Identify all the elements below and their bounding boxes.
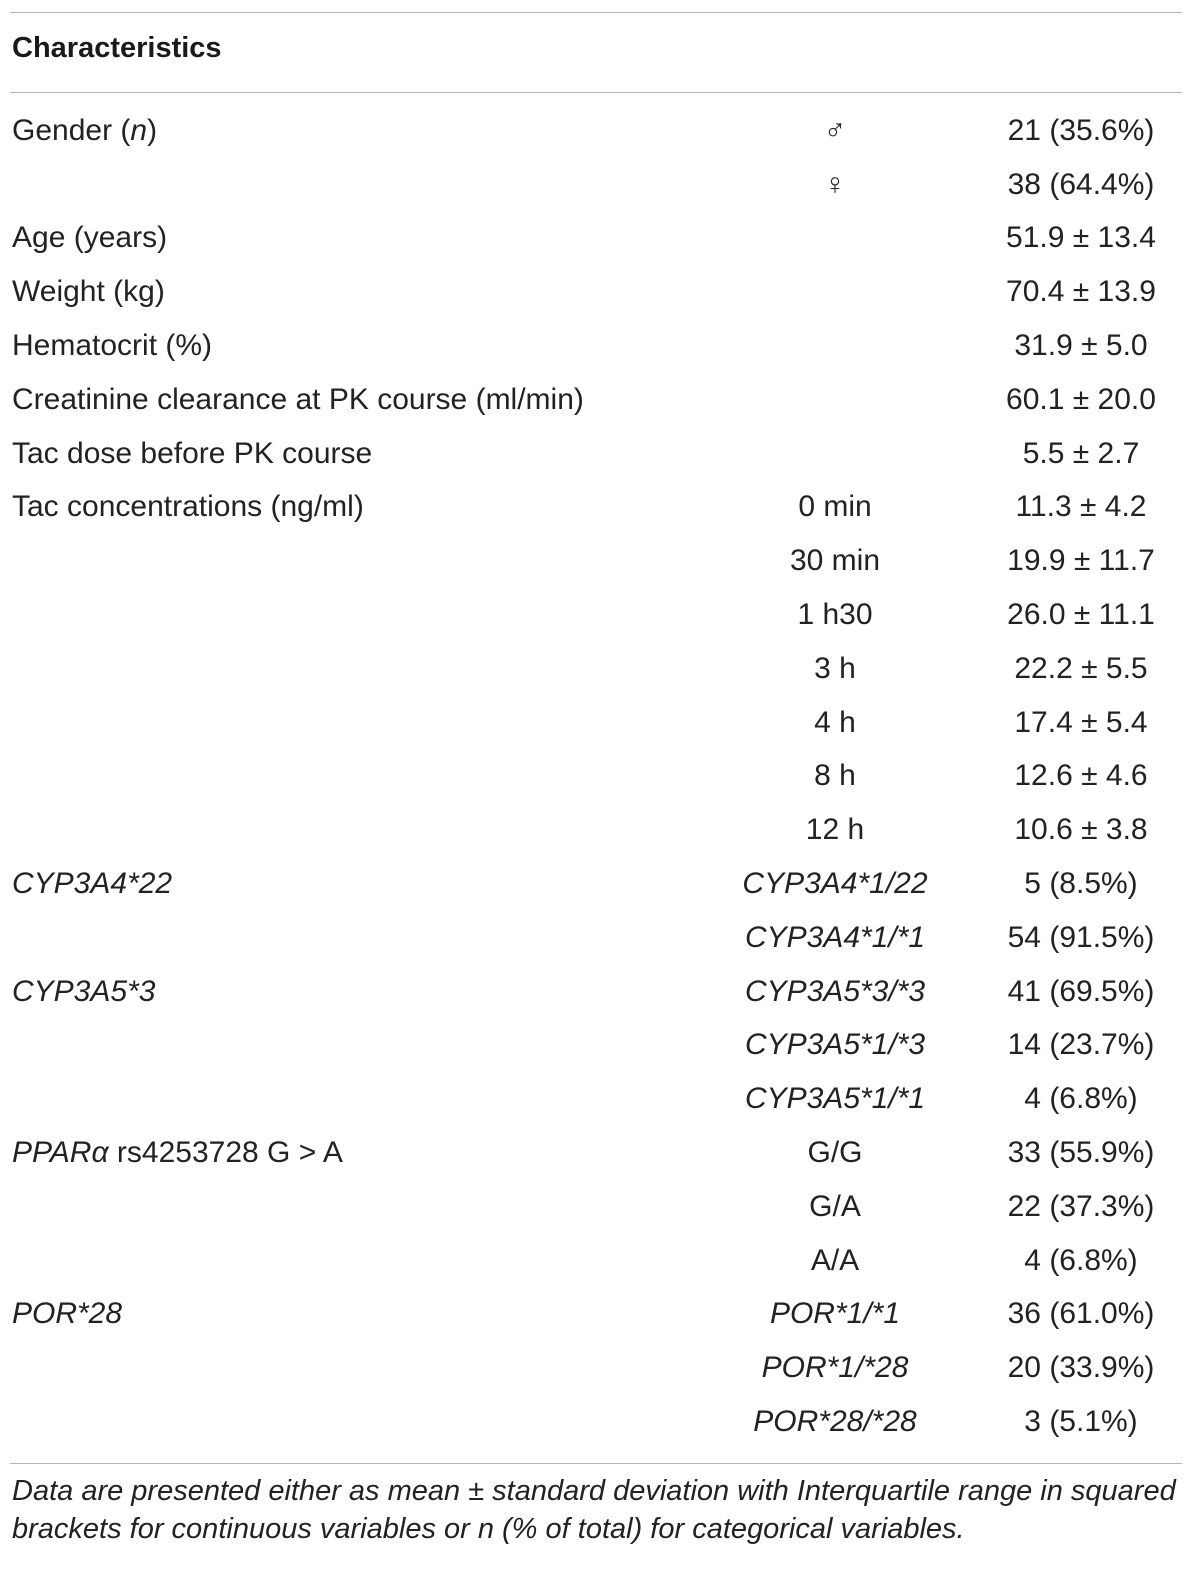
table-row (0, 104, 1200, 158)
row-label: Tac concentrations (ng/ml) (12, 490, 364, 524)
row-subcategory (702, 373, 968, 427)
row-label: Hematocrit (%) (12, 329, 213, 363)
row-label (0, 1234, 702, 1288)
row-value: 41 (69.5%) (1007, 974, 1155, 1008)
table-row (0, 427, 1200, 481)
top-rule (10, 12, 1182, 13)
table-header: Characteristics (12, 32, 222, 64)
row-subcategory: CYP3A5*3/*3 (744, 974, 926, 1008)
table-row (0, 1072, 1200, 1126)
row-label: Weight (kg) (12, 275, 165, 309)
row-value: 38 (64.4%) (1007, 167, 1155, 201)
row-label: Age (years) (12, 221, 168, 255)
row-subcategory (702, 319, 968, 373)
table-row (0, 265, 1200, 319)
table-row (0, 642, 1200, 696)
row-value: 3 (5.1%) (1024, 1405, 1138, 1439)
row-value: 33 (55.9%) (1007, 1136, 1155, 1170)
row-label (0, 1072, 702, 1126)
row-value: 20 (33.9%) (1007, 1351, 1155, 1385)
row-value: 10.6 ± 3.8 (1014, 813, 1148, 847)
row-label (0, 1395, 702, 1449)
row-value: 36 (61.0%) (1007, 1297, 1155, 1331)
table-row (0, 1341, 1200, 1395)
table-row (0, 1395, 1200, 1449)
row-value: 19.9 ± 11.7 (1007, 544, 1155, 578)
row-subcategory: G/A (809, 1189, 861, 1223)
row-value: 54 (91.5%) (1007, 920, 1155, 954)
row-subcategory (702, 265, 968, 319)
row-value: 70.4 ± 13.9 (1006, 275, 1156, 309)
row-label (0, 911, 702, 965)
table-row (0, 857, 1200, 911)
row-subcategory: 30 min (789, 544, 881, 578)
row-label (0, 803, 702, 857)
row-subcategory: A/A (810, 1243, 860, 1277)
row-value: 31.9 ± 5.0 (1014, 329, 1148, 363)
table-row (0, 1234, 1200, 1288)
table-row (0, 1019, 1200, 1073)
row-subcategory: CYP3A5*1/*1 (744, 1082, 926, 1116)
table-row (0, 803, 1200, 857)
row-subcategory: 4 h (814, 705, 856, 739)
row-subcategory: ♀ (823, 167, 847, 201)
table-row (0, 534, 1200, 588)
table-row (0, 696, 1200, 750)
table-footnote: Data are presented either as mean ± standard deviation with Interquartile range in squared brackets for continuous variables or n (% of total) for categorical variables. (12, 1475, 1176, 1545)
header-rule (10, 92, 1182, 93)
row-label: CYP3A5*3 (12, 974, 156, 1008)
table-row (0, 911, 1200, 965)
table-row (0, 1180, 1200, 1234)
row-label: Gender (n) (12, 113, 158, 147)
row-subcategory: 12 h (805, 813, 865, 847)
table-row (0, 481, 1200, 535)
row-label (0, 158, 702, 212)
table-row (0, 1126, 1200, 1180)
bottom-rule (10, 1463, 1182, 1464)
row-value: 5.5 ± 2.7 (1022, 436, 1140, 470)
row-subcategory: G/G (807, 1136, 863, 1170)
row-label: CYP3A4*22 (12, 867, 173, 901)
row-value: 51.9 ± 13.4 (1006, 221, 1156, 255)
row-label (0, 534, 702, 588)
row-subcategory: ♂ (823, 113, 847, 147)
row-subcategory (702, 427, 968, 481)
row-label (0, 642, 702, 696)
row-value: 4 (6.8%) (1024, 1082, 1138, 1116)
row-subcategory: POR*1/*28 (761, 1351, 909, 1385)
table-row (0, 373, 1200, 427)
row-value: 4 (6.8%) (1024, 1243, 1138, 1277)
row-value: 11.3 ± 4.2 (1015, 490, 1147, 524)
row-subcategory: 1 h30 (797, 598, 873, 632)
row-subcategory (702, 212, 968, 266)
row-label: POR*28 (12, 1297, 123, 1331)
row-label (0, 1019, 702, 1073)
row-value: 22.2 ± 5.5 (1014, 651, 1148, 685)
row-subcategory: 3 h (814, 651, 856, 685)
row-subcategory: POR*1/*1 (769, 1297, 901, 1331)
row-value: 22 (37.3%) (1007, 1189, 1155, 1223)
row-subcategory: CYP3A4*1/*1 (744, 920, 926, 954)
table-row (0, 965, 1200, 1019)
row-label: PPARα rs4253728 G > A (12, 1136, 343, 1170)
row-value: 60.1 ± 20.0 (1006, 382, 1156, 416)
row-label: Tac dose before PK course (12, 436, 373, 470)
row-label (0, 696, 702, 750)
row-label (0, 1180, 702, 1234)
row-value: 17.4 ± 5.4 (1014, 705, 1148, 739)
table-row (0, 1288, 1200, 1342)
table-row (0, 588, 1200, 642)
table-row (0, 158, 1200, 212)
row-label: Creatinine clearance at PK course (ml/min) (12, 382, 584, 416)
row-subcategory: 8 h (814, 759, 856, 793)
row-label (0, 588, 702, 642)
row-label (0, 750, 702, 804)
table-row (0, 750, 1200, 804)
row-subcategory: 0 min (798, 490, 872, 524)
row-subcategory: POR*28/*28 (753, 1405, 917, 1439)
characteristics-table (0, 104, 1200, 1449)
table-row (0, 212, 1200, 266)
table-row (0, 319, 1200, 373)
row-subcategory: CYP3A4*1/22 (742, 867, 928, 901)
row-value: 14 (23.7%) (1007, 1028, 1155, 1062)
row-value: 12.6 ± 4.6 (1014, 759, 1148, 793)
row-label (0, 1341, 702, 1395)
row-value: 5 (8.5%) (1024, 867, 1138, 901)
row-value: 26.0 ± 11.1 (1007, 598, 1155, 632)
row-value: 21 (35.6%) (1007, 113, 1155, 147)
row-subcategory: CYP3A5*1/*3 (744, 1028, 926, 1062)
